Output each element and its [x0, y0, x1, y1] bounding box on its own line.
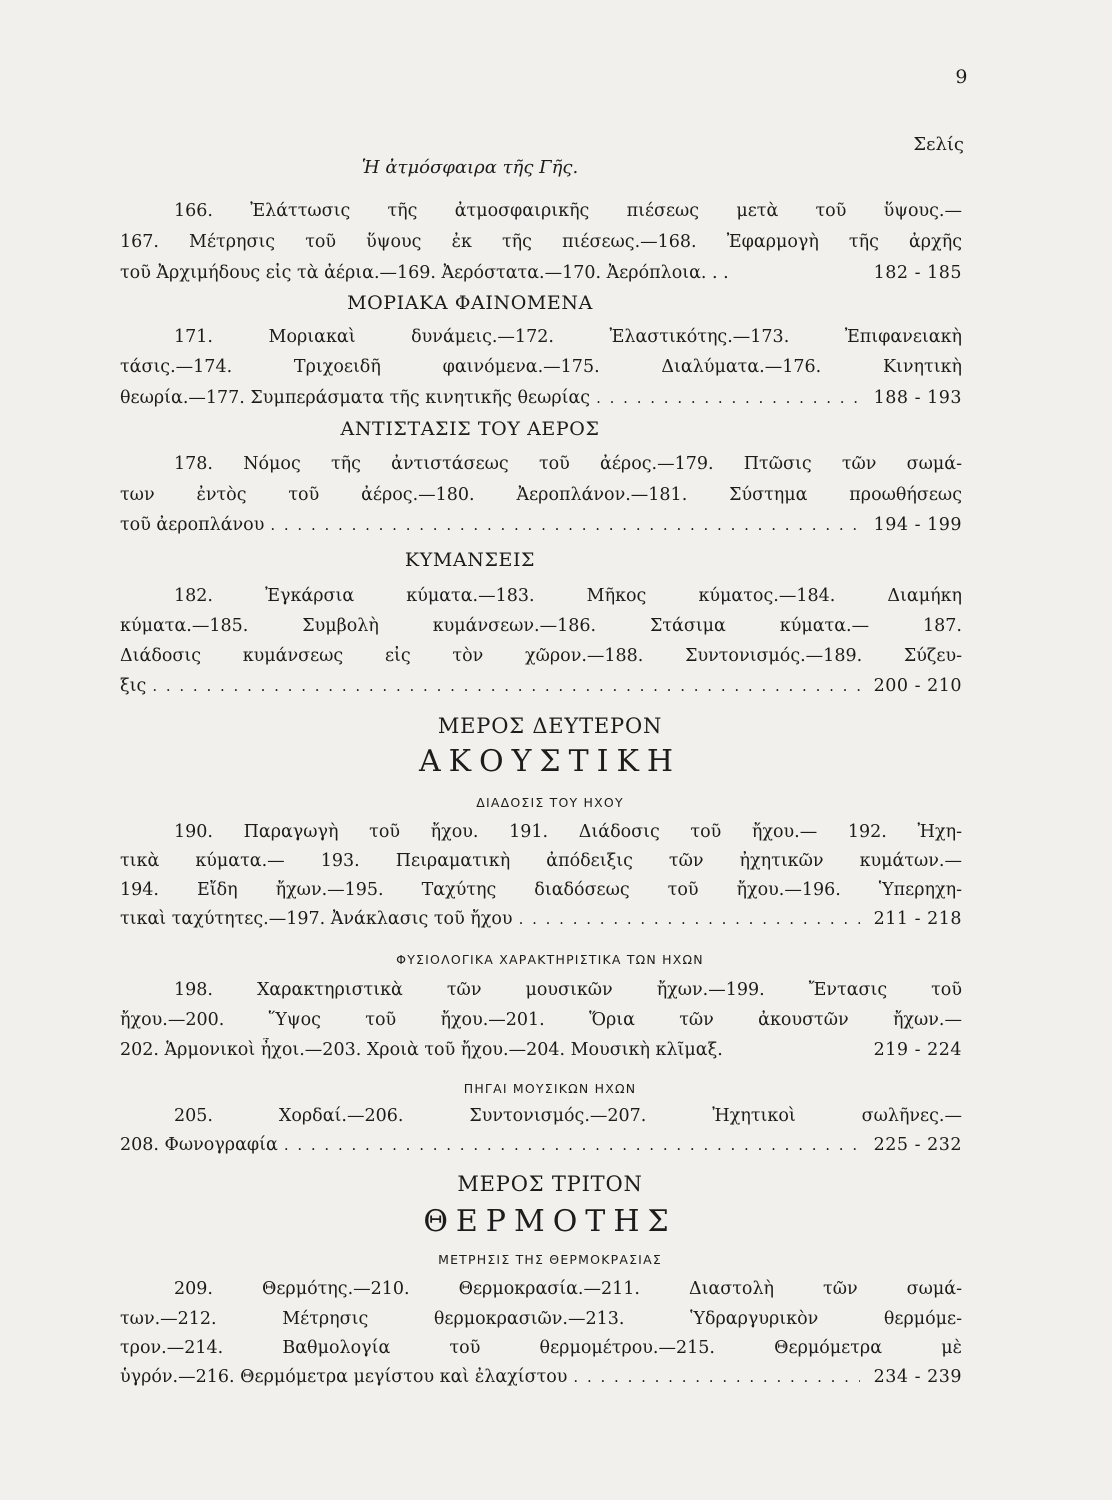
toc-line: τρον.—214. Βαθμολογία τοῦ θερμομέτρου.—215. Θερμόμετρα μὲ [120, 1338, 962, 1358]
toc-line: 208. Φωνογραφία . . . 225 - 232 [120, 1133, 962, 1157]
toc-line: 205. Χορδαί.—206. Συντονισμός.—207. Ἠχητικοὶ σωλῆνες.— [174, 1106, 962, 1126]
dot-leader [270, 513, 860, 537]
section-title-music-sources: ΠΗΓΑΙ ΜΟΥΣΙΚΩΝ ΗΧΩΝ [463, 1081, 637, 1096]
toc-line: 194. Εἴδη ἤχων.—195. Ταχύτης διαδόσεως τοῦ ἤχου.—196. Ὑπερηχη- [120, 880, 962, 900]
page-range: 225 - 232 [873, 1135, 962, 1155]
section-title-physiological: ΦΥΣΙΟΛΟΓΙΚΑ ΧΑΡΑΚΤΗΡΙΣΤΙΚΑ ΤΩΝ ΗΧΩΝ [396, 952, 704, 967]
toc-line: θεωρία.—177. Συμπεράσματα τῆς κινητικῆς θεωρίας . . . 188 - 193 [120, 386, 962, 410]
page-range: 200 - 210 [873, 676, 962, 696]
page-range: 194 - 199 [873, 515, 962, 535]
toc-line: Διάδοσις κυμάνσεως εἰς τὸν χῶρον.—188. Συντονισμός.—189. Σύζευ- [120, 646, 962, 666]
dot-leader [519, 907, 860, 931]
pages-column-header: Σελίς [913, 134, 964, 155]
section-title-molecular: ΜΟΡΙΑΚΑ ΦΑΙΝΟΜΕΝΑ [347, 292, 593, 314]
toc-line: ὑγρόν.—216. Θερμόμετρα μεγίστου καὶ ἐλαχίστου . . . 234 - 239 [120, 1365, 962, 1389]
toc-line: 209. Θερμότης.—210. Θερμοκρασία.—211. Διαστολὴ τῶν σωμά- [174, 1279, 962, 1299]
toc-line: των.—212. Μέτρησις θερμοκρασιῶν.—213. Ὑδραργυρικὸν θερμόμε- [120, 1309, 962, 1329]
page-range: 219 - 224 [873, 1040, 962, 1060]
toc-line: τάσις.—174. Τριχοειδῆ φαινόμενα.—175. Διαλύματα.—176. Κινητικὴ [120, 357, 962, 377]
toc-line: τικαὶ ταχύτητες.—197. Ἀνάκλασις τοῦ ἤχου . . . 211 - 218 [120, 907, 962, 931]
dot-leader [284, 1133, 860, 1157]
toc-line: τικὰ κύματα.— 193. Πειραματικὴ ἀπόδειξις τῶν ἠχητικῶν κυμάτων.— [120, 851, 962, 871]
section-title-atmosphere: Ἡ ἀτμόσφαιρα τῆς Γῆς. [361, 157, 579, 178]
dot-leader [573, 1365, 860, 1389]
toc-line: 202. Ἁρμονικοὶ ἦχοι.—203. Χροιὰ τοῦ ἤχου.—204. Μουσικὴ κλῖμαξ. 219 - 224 [120, 1040, 962, 1060]
toc-line: 198. Χαρακτηριστικὰ τῶν μουσικῶν ἤχων.—199. Ἔντασις τοῦ [174, 980, 962, 1000]
toc-line: κύματα.—185. Συμβολὴ κυμάνσεων.—186. Στάσιμα κύματα.— 187. [120, 616, 962, 636]
part-two-label: ΜΕΡΟΣ ΔΕΥΤΕΡΟΝ [437, 714, 663, 738]
toc-line: τοῦ ἀεροπλάνου . . . 194 - 199 [120, 513, 962, 537]
toc-line: 171. Μοριακαὶ δυνάμεις.—172. Ἐλαστικότης.—173. Ἐπιφανειακὴ [174, 327, 962, 347]
page-range: 188 - 193 [873, 388, 962, 408]
toc-line: 182. Ἐγκάρσια κύματα.—183. Μῆκος κύματος.—184. Διαμήκη [174, 586, 962, 606]
dot-leader [596, 386, 860, 410]
section-title-temperature: ΜΕΤΡΗΣΙΣ ΤΗΣ ΘΕΡΜΟΚΡΑΣΙΑΣ [438, 1252, 662, 1267]
dot-leader [152, 674, 860, 698]
toc-line: ξις . . . 200 - 210 [120, 674, 962, 698]
toc-line: 167. Μέτρησις τοῦ ὕψους ἐκ τῆς πιέσεως.—168. Ἐφαρμογὴ τῆς ἀρχῆς [120, 232, 962, 252]
toc-line: 190. Παραγωγὴ τοῦ ἤχου. 191. Διάδοσις τοῦ ἤχου.— 192. Ἠχη- [174, 822, 962, 842]
toc-line: των ἐντὸς τοῦ ἀέρος.—180. Ἀεροπλάνον.—181. Σύστημα προωθήσεως [120, 485, 962, 505]
toc-line: 178. Νόμος τῆς ἀντιστάσεως τοῦ ἀέρος.—179. Πτῶσις τῶν σωμά- [174, 454, 962, 474]
section-title-waves: ΚΥΜΑΝΣΕΙΣ [404, 549, 536, 571]
part-three-title: ΘΕΡΜΟΤΗΣ [423, 1204, 677, 1239]
page-range: 234 - 239 [873, 1367, 962, 1387]
part-three-label: ΜΕΡΟΣ ΤΡΙΤΟΝ [457, 1172, 643, 1196]
toc-line: 166. Ἐλάττωσις τῆς ἀτμοσφαιρικῆς πιέσεως μετὰ τοῦ ὕψους.— [174, 201, 962, 221]
section-title-sound-propagation: ΔΙΑΔΟΣΙΣ ΤΟΥ ΗΧΟΥ [476, 795, 624, 810]
section-title-air-resistance: ΑΝΤΙΣΤΑΣΙΣ ΤΟΥ ΑΕΡΟΣ [340, 418, 600, 440]
toc-line: ἤχου.—200. Ὕψος τοῦ ἤχου.—201. Ὅρια τῶν ἀκουστῶν ἤχων.— [120, 1010, 962, 1030]
page-range: 182 - 185 [873, 263, 962, 283]
part-two-title: ΑΚΟΥΣΤΙΚΗ [418, 744, 682, 779]
page-number: 9 [955, 66, 968, 88]
page-range: 211 - 218 [873, 909, 962, 929]
toc-line: τοῦ Ἀρχιμήδους εἰς τὰ ἀέρια.—169. Ἀερόστατα.—170. Ἀερόπλοια. . . 182 - 185 [120, 263, 962, 283]
